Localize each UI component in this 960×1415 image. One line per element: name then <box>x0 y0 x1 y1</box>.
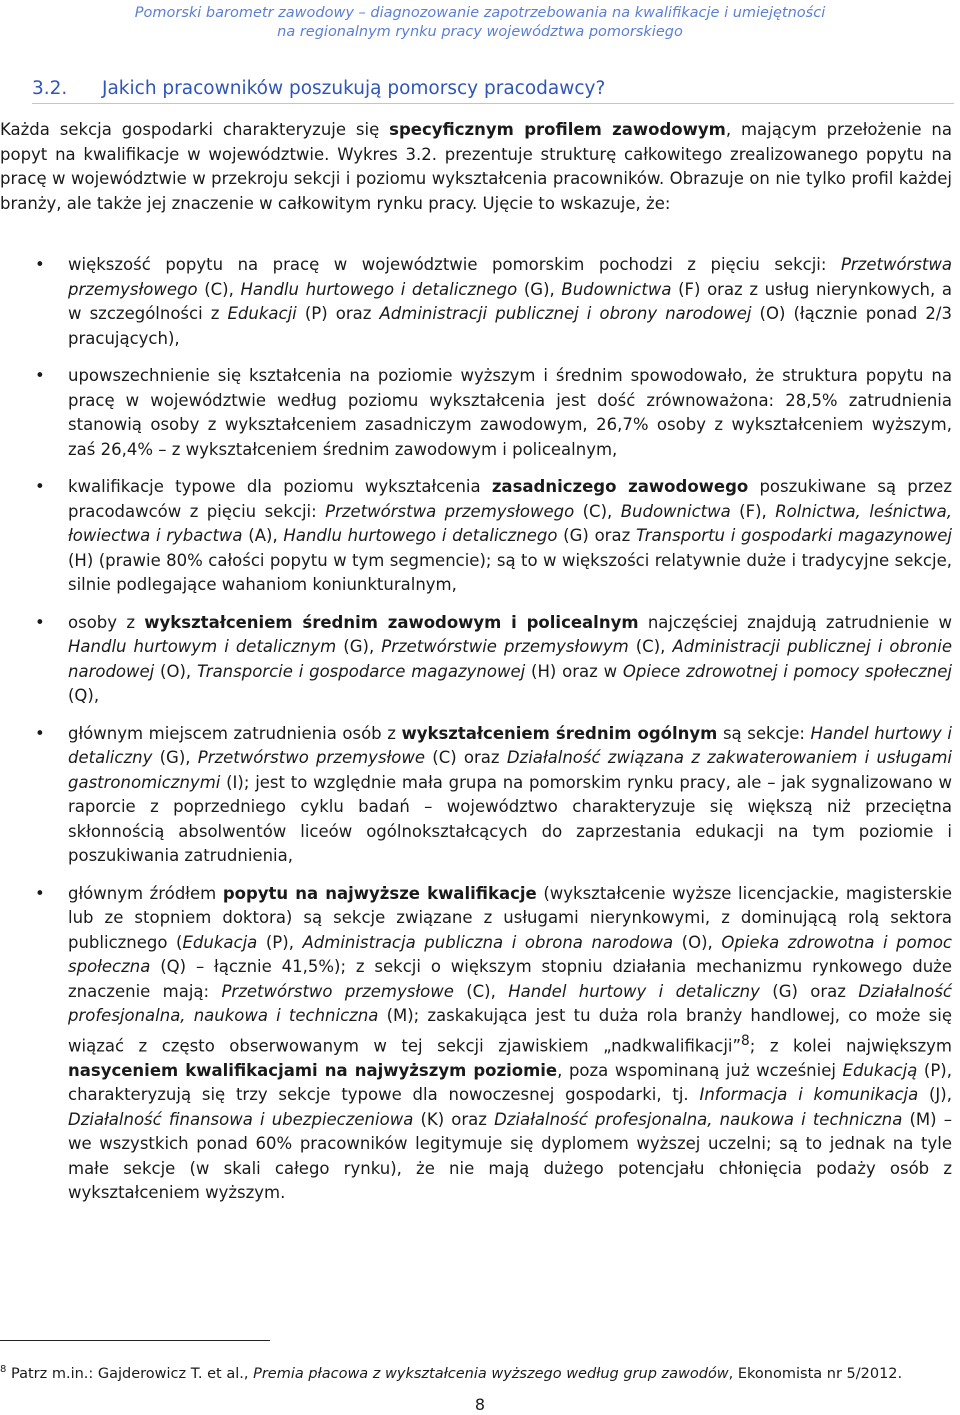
text-run: poszukiwane są przez pracodawców z pięciu sekcji: <box>68 477 952 521</box>
bullet-icon: • <box>35 477 45 496</box>
footnote <box>0 1361 960 1383</box>
text-run: (P), charakteryzują się trzy sekcje typowe dla nowoczesnej gospodarki, tj. <box>68 1060 952 1104</box>
italic-run: Handel hurtowy i detaliczny <box>68 723 952 767</box>
italic-run: Działalność związana z zakwaterowaniem i usługami gastronomicznymi <box>68 748 953 792</box>
section-number: 3.2. <box>32 78 68 99</box>
text-run: są sekcje: <box>717 723 811 743</box>
italic-run: Działalność finansowa i ubezpieczeniowa <box>68 1109 414 1129</box>
italic-run: Rolnictwa, leśnictwa, łowiectwa i rybactwa <box>68 501 952 545</box>
running-header <box>0 4 960 42</box>
text-run: , mającym przełożenie na popyt na kwalifikacje w województwie. Wykres 3.2. prezentuje strukturę całkowitego zrealizowanego popytu na pracę w województwie w przekroju sekcji i poziomu wykształcenia pracowników. Obrazuje on nie tylko profil każdej branży, ale także jej znaczenie w całkowitym rynku pracy. Ujęcie to wskazuje, że: <box>0 120 953 213</box>
italic-run: Opiece zdrowotnej i pomocy społecznej <box>622 661 952 681</box>
text-run: (P) oraz <box>296 304 380 323</box>
italic-run: Administracja publiczna i obrona narodowa <box>302 932 674 952</box>
italic-run: Przetwórstwie przemysłowym <box>381 637 629 656</box>
italic-run: Działalność profesjonalna, naukowa i techniczna <box>68 981 952 1025</box>
italic-run: Przetwórstwo przemysłowe <box>197 748 426 767</box>
list-item <box>0 475 952 598</box>
text-run: (G), <box>336 637 382 656</box>
italic-run: Transporcie i gospodarce magazynowej <box>196 661 526 681</box>
italic-run: Handlu hurtowym i detalicznym <box>68 637 337 656</box>
text-run: (A), <box>242 526 284 545</box>
text-run: Patrz m.in.: Gajderowicz T. et al., <box>6 1365 254 1382</box>
text-run: (G), <box>517 279 562 299</box>
text-run: (M) – we wszystkich ponad 60% pracowników legitymuje się dyplomem wyższej uczelni; są to jednak na tyle małe sekcje (w skali całego rynku), że nie mają dużego potencjału chłonięcia podaży osób z wykształceniem wyższym. <box>68 1109 952 1202</box>
italic-run: Edukacji <box>227 304 297 323</box>
text-run: , Ekonomista nr 5/2012. <box>728 1365 903 1382</box>
section-heading <box>32 78 954 104</box>
text-run: (O) (łącznie ponad 2/3 pracujących), <box>68 304 952 348</box>
text-run: (G) oraz <box>557 526 636 545</box>
italic-run: Budownictwa <box>561 279 672 299</box>
italic-run: Przetwórstwa przemysłowego <box>68 255 952 299</box>
text-run: ; z kolei największym <box>749 1036 952 1055</box>
italic-run: Edukacja <box>182 932 258 952</box>
italic-run: Budownictwa <box>620 501 731 521</box>
text-run: (C) oraz <box>425 748 507 767</box>
bullet-icon: • <box>35 723 45 743</box>
text-run: kwalifikacje typowe dla poziomu wykształcenia <box>68 477 492 496</box>
bullet-icon: • <box>35 612 45 632</box>
bullet-icon: • <box>35 255 45 274</box>
text-run: (G) oraz <box>759 981 859 1001</box>
list-item <box>0 364 952 462</box>
intro-paragraph <box>0 118 952 216</box>
text-run: osoby z <box>68 612 145 632</box>
bold-run: nasyceniem kwalifikacjami na najwyższym poziomie <box>68 1060 558 1080</box>
footnote-reference[interactable]: 8 <box>741 1032 750 1049</box>
text-run: , poza wspominaną już wcześniej <box>557 1060 843 1080</box>
running-header-line-1: Pomorski barometr zawodowy – diagnozowanie zapotrzebowania na kwalifikacje i umiejętności <box>134 5 826 21</box>
italic-run: Handlu hurtowego i detalicznego <box>240 279 518 299</box>
italic-run: Przetwórstwo przemysłowe <box>221 981 454 1001</box>
text-run: (I); jest to względnie mała grupa na pomorskim rynku pracy, ale – jak sygnalizowano w raporcie z poprzedniego cyklu badań – województwo charakteryzuje się większą niż przeciętna skłonnością absolwentów liceów ogólnokształcących do zaprzestania edukacji na tym poziomie i poszukiwania zatrudnienia, <box>68 772 952 865</box>
text-run: najczęściej znajdują zatrudnienie w <box>638 612 952 632</box>
text-run: (K) oraz <box>413 1109 495 1129</box>
italic-run: Handlu hurtowego i detalicznego <box>283 526 558 545</box>
text-run: (H) oraz w <box>525 661 623 681</box>
bold-run: popytu na najwyższe kwalifikacje <box>222 883 537 903</box>
page-number: 8 <box>474 1395 486 1414</box>
list-item <box>0 882 952 1206</box>
list-item <box>0 253 952 351</box>
text-run: (H) (prawie 80% całości popytu w tym segmencie); są to w większości relatywnie duże i tradycyjne sekcje, silnie podlegające wahaniom koniunkturalnym, <box>68 550 952 594</box>
footnote-separator <box>0 1340 270 1341</box>
text-run: (J), <box>918 1085 952 1104</box>
text-run: (Q) – łącznie 41,5%); z sekcji o większym stopniu działania mechanizmu rynkowego duże znaczenie mają: <box>68 957 952 1001</box>
bold-run: zasadniczego zawodowego <box>491 477 749 496</box>
italic-run: Premia płacowa z wykształcenia wyższego według grup zawodów <box>253 1365 729 1382</box>
list-item <box>0 611 952 709</box>
text-run: (C), <box>574 501 621 521</box>
bold-run: wykształceniem średnim ogólnym <box>401 723 718 743</box>
italic-run: Transportu i gospodarki magazynowej <box>635 526 952 545</box>
bullet-icon: • <box>35 366 45 385</box>
text-run: (wykształcenie wyższe licencjackie, magisterskie lub ze stopniem doktora) są sekcje związane z usługami nierynkowymi, z dominującą rolą sektora publicznego ( <box>68 883 952 952</box>
bold-run: wykształceniem średnim zawodowym i policealnym <box>144 612 639 632</box>
text-run: (O), <box>673 932 722 952</box>
italic-run: Opieka zdrowotna i pomoc społeczna <box>68 932 952 976</box>
text-run: (G), <box>152 748 198 767</box>
italic-run: Informacja i komunikacja <box>699 1085 919 1104</box>
list-item <box>0 722 952 869</box>
text-run: większość popytu na pracę w województwie pomorskim pochodzi z pięciu sekcji: <box>68 255 841 274</box>
text-run: (C), <box>628 637 673 656</box>
bold-run: specyficznym profilem zawodowym <box>389 120 726 139</box>
italic-run: Handel hurtowy i detaliczny <box>508 981 760 1001</box>
findings-list <box>0 253 952 1219</box>
text-run: Każda sekcja gospodarki charakteryzuje się <box>0 120 390 139</box>
text-run: (O), <box>154 661 197 681</box>
text-run: głównym miejscem zatrudnienia osób z <box>68 723 402 743</box>
text-run: głównym źródłem <box>68 883 223 903</box>
text-run: (F), <box>730 501 776 521</box>
bullet-icon: • <box>35 883 45 903</box>
text-run: (C), <box>197 279 241 299</box>
italic-run: Działalność profesjonalna, naukowa i techniczna <box>494 1109 903 1129</box>
text-run: (Q), <box>68 686 100 705</box>
running-header-line-2: na regionalnym rynku pracy województwa pomorskiego <box>277 24 683 40</box>
footnote-marker: 8 <box>0 1364 7 1375</box>
text-run: (F) oraz z usług nierynkowych, a w szczególności z <box>68 279 952 323</box>
text-run: (P), <box>257 932 303 952</box>
text-run: (C), <box>453 981 509 1001</box>
text-run: upowszechnienie się kształcenia na poziomie wyższym i średnim spowodowało, że struktura popytu na pracę w województwie według poziomu wykształcenia jest dość zrównoważona: 28,5% zatrudnienia stanowią osoby z wykształceniem zasadniczym zawodowym, 26,7% osoby z wykształceniem wyższym, zaś 26,4% – z wykształceniem średnim zawodowym i policealnym, <box>68 366 952 459</box>
italic-run: Administracji publicznej i obrony narodowej <box>379 304 752 323</box>
italic-run: Edukacją <box>842 1060 918 1080</box>
section-title: Jakich pracowników poszukują pomorscy pracodawcy? <box>102 78 606 99</box>
italic-run: Przetwórstwa przemysłowego <box>325 501 575 521</box>
italic-run: Administracji publicznej i obronie narodowej <box>68 637 952 681</box>
text-run: (M); zaskakująca jest tu duża rola branży handlowej, co może się wiązać z często obserwowanym w tej sekcji zjawiskiem „nadkwalifikacji” <box>68 1006 952 1055</box>
